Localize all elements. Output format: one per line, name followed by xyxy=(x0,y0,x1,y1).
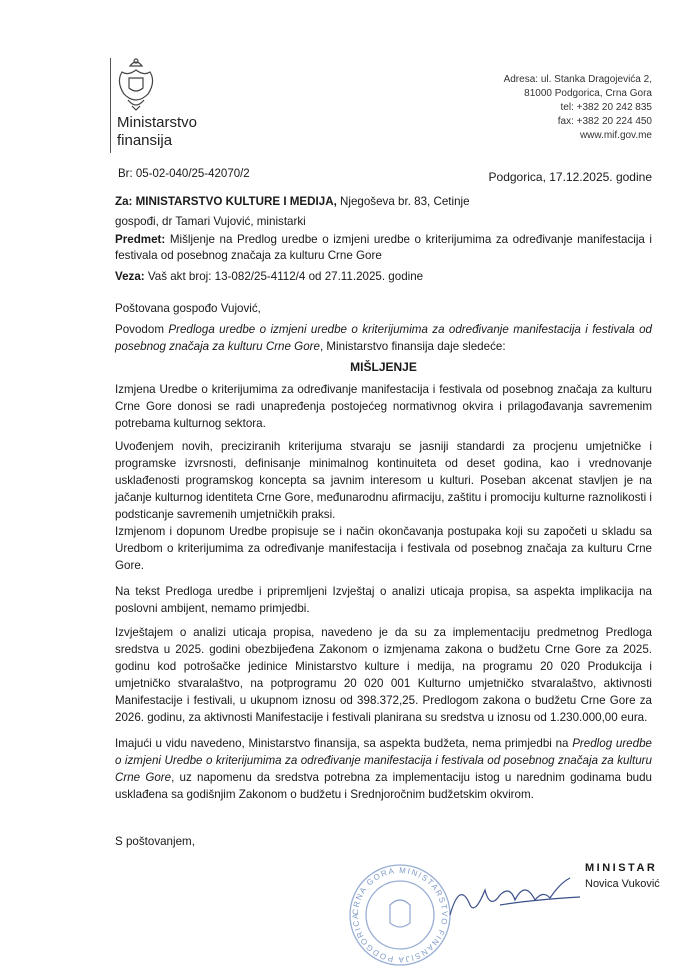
link-text: Vaš akt broj: 13-082/25-4112/4 od 27.11.2025. godine xyxy=(144,270,424,283)
closing-text: Imajući u vidu navedeno, Ministarstvo finansija, sa aspekta budžeta, nema primjedbi na xyxy=(115,737,573,750)
intro-italic: Predloga uredbe o izmjeni uredbe o kriterijumima za određivanje manifestacija i festivala od posebnog značaja za kulturu Crne Gore xyxy=(115,323,652,353)
address-city: 81000 Podgorica, Crna Gora xyxy=(524,88,652,99)
ministry-name-line2: finansija xyxy=(117,132,173,149)
address-street: Adresa: ul. Stanka Dragojevića 2, xyxy=(503,74,652,85)
addressee-address: Njegoševa br. 83, Cetinje xyxy=(336,195,470,208)
ministry-address xyxy=(504,73,652,143)
letterhead-divider xyxy=(110,58,111,153)
reference-number: Br: 05-02-040/25-42070/2 xyxy=(118,168,250,180)
opinion-heading: MIŠLJENJE xyxy=(350,360,417,374)
subject xyxy=(115,232,652,264)
addressee-label: Za: MINISTARSTVO KULTURE I MEDIJA, xyxy=(115,195,337,208)
recipient: gospođi, dr Tamari Vujović, ministarki xyxy=(115,215,306,228)
address-fax: fax: +382 20 224 450 xyxy=(557,116,652,127)
stamp-text: CRNA GORA MINISTARSTVO FINANSIJA PODGORICA xyxy=(350,865,450,965)
address-phone: tel: +382 20 242 835 xyxy=(560,102,652,113)
paragraph: Izvještajem o analizi uticaja propisa, navedeno je da su za implementaciju predmetnog Predloga sredstva u 2025. godini obezbijeđena Zakonom o izmjenama zakona o budžetu Crne Gore za 2025. godinu kod potrošačke jedinice Ministarstvo kulture i medija, na programu 20 020 Produkcija i umjetničko stvaralaštvo, na potprogramu 20 020 001 Kulturno umjetničko stvaralaštvo, aktivnosti Manifestacije i festivali, u ukupnom iznosu od 398.372,25. Predlogom zakona o budžetu Crne Gore za 2026. godinu, za aktivnosti Manifestacije i festivali planirana su sredstva u iznosu od 1.230.000,00 eura. xyxy=(115,626,652,724)
official-stamp xyxy=(345,860,455,970)
regards: S poštovanjem, xyxy=(115,835,195,848)
closing-italic: Predlog uredbe o izmjeni Uredbe o kriterijumima za određivanje manifestacija i festivala od posebnog značaja za kulturu Crne Gore xyxy=(115,737,652,784)
intro-text-end: , Ministarstvo finansija daje sledeće: xyxy=(319,340,506,353)
signatory-title: MINISTAR xyxy=(585,862,658,874)
subject-label: Predmet: xyxy=(115,233,166,246)
subject-text: Mišljenje na Predlog uredbe o izmjeni uredbe o kriterijumima za određivanje manifestacija i festivala od posebnog značaja za kulturu Crne Gore xyxy=(115,233,652,262)
signature-block xyxy=(585,860,660,892)
signatory-name: Novica Vuković xyxy=(585,878,660,890)
reference-link xyxy=(115,268,652,285)
salutation: Poštovana gospođo Vujović, xyxy=(115,302,261,315)
ministry-name xyxy=(117,114,197,150)
letter-date: Podgorica, 17.12.2025. godine xyxy=(488,170,652,184)
paragraph: Izmjena Uredbe o kriterijumima za određivanje manifestacija i festivala od posebnog značaja za kulturu Crne Gore donosi se radi unapređenja postojećeg normativnog okvira i prilagođavanja savremenim potrebama kulturnog sektora. xyxy=(115,383,652,430)
coat-of-arms-logo xyxy=(116,56,156,112)
paragraph: Uvođenjem novih, preciziranih kriterijuma stvaraju se jasniji standardi za procjenu umjetničke i programske izvrsnosti, definisanje minimalnog kontinuiteta od deset godina, kao i vrednovanje usklađenosti programskog koncepta sa javnim interesom u kulturi. Poseban akcenat stavljen je na jačanje kulturnog identiteta Crne Gore, međunarodnu afirmaciju, zaštitu i promociju kulturne raznolikosti i podsticanje savremenih umjetničkih praksi. xyxy=(115,440,652,521)
closing-paragraph xyxy=(115,735,652,803)
closing-text-end: , uz napomenu da sredstva potrebna za implementaciju istog u narednim godinama budu usklađena sa godišnjim Zakonom o budžetu i Srednjoročnim budžetskim okvirom. xyxy=(115,771,652,801)
paragraph: Na tekst Predloga uredbe i pripremljeni Izvještaj o analizi uticaja propisa, sa aspekta implikacija na poslovni ambijent, nemamo primjedbi. xyxy=(115,585,652,615)
addressee xyxy=(115,193,652,210)
link-label: Veza: xyxy=(115,270,145,283)
handwritten-signature xyxy=(440,875,590,925)
ministry-name-line1: Ministarstvo xyxy=(117,114,198,131)
intro-text: Povodom xyxy=(115,323,169,336)
address-website[interactable]: www.mif.gov.me xyxy=(579,130,652,141)
paragraph: Izmjenom i dopunom Uredbe propisuje se i način okončavanja postupaka koji su započeti u skladu sa Uredbom o kriterijumima za određivanje manifestacija i festivala od posebnog značaja za kulturu Crne Gore. xyxy=(115,525,652,572)
intro-paragraph xyxy=(115,321,652,355)
